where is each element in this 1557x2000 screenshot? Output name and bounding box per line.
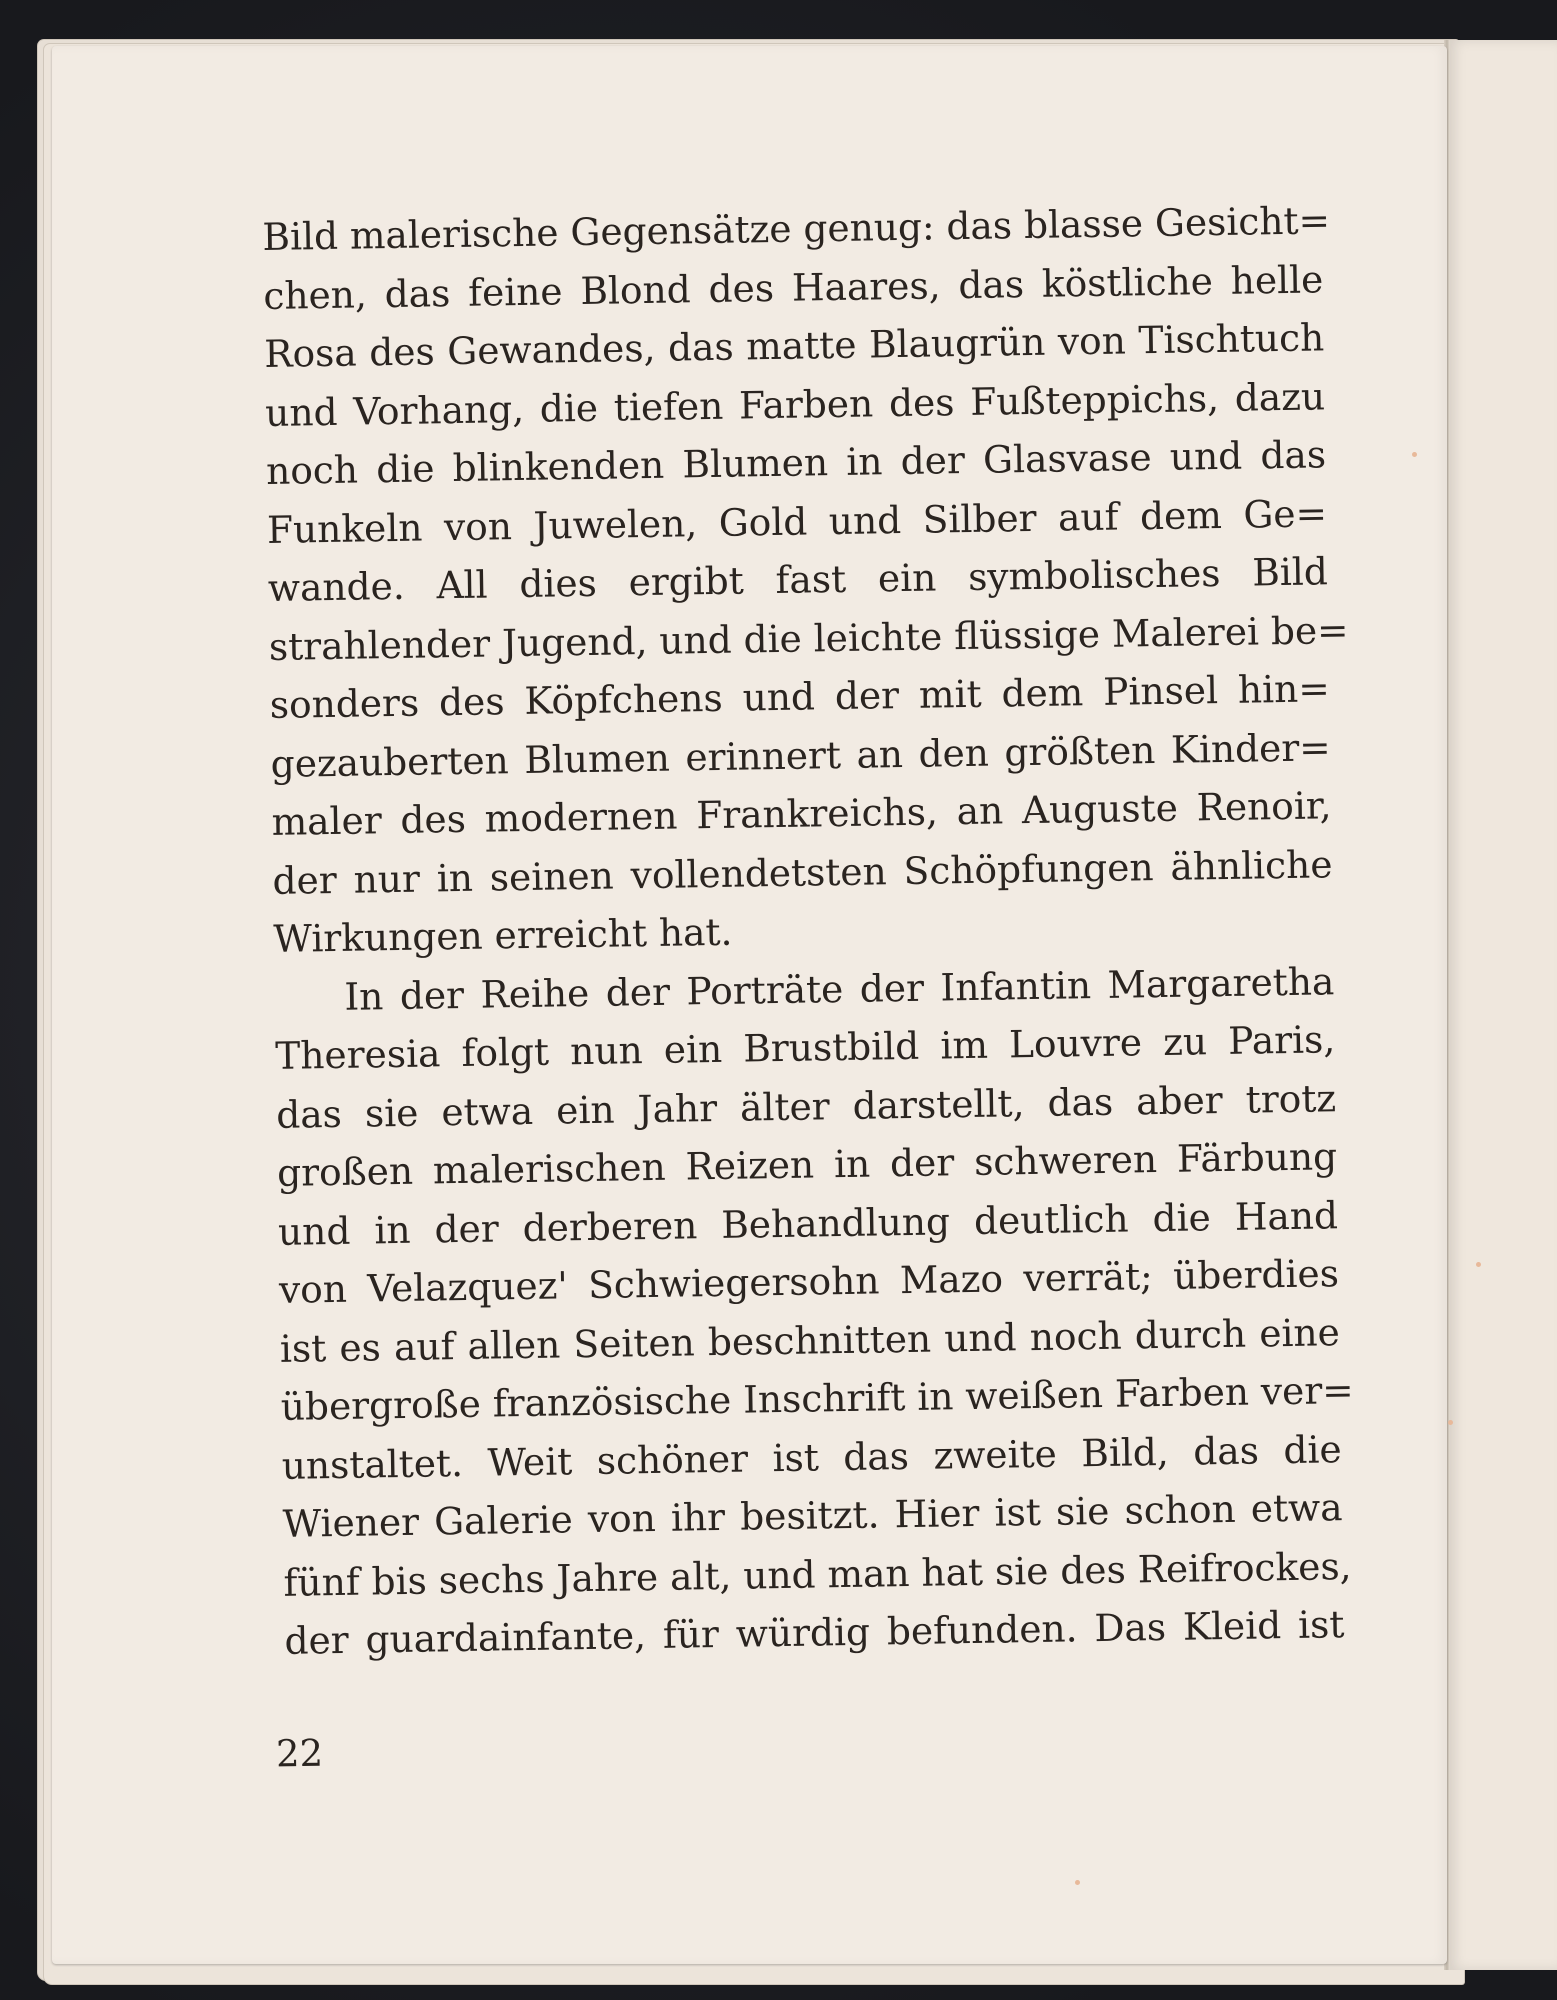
text-line: und in der derberen Behandlung deutlich die Hand: [277, 1192, 1339, 1254]
text-line: Wirkungen erreicht hat.: [273, 909, 733, 961]
text-line: Theresia folgt nun ein Brustbild im Louvre zu Paris,: [274, 1017, 1336, 1078]
text-line: Bild malerische Gegensätze genug: das blasse Gesicht=: [262, 198, 1331, 259]
paper-speck: [1476, 1262, 1481, 1267]
text-line: gezauberten Blumen erinnert an den größten Kinder=: [270, 724, 1331, 786]
text-line: Funkeln von Juwelen, Gold und Silber auf dem Ge=: [266, 490, 1328, 552]
text-line: noch die blinkenden Blumen in der Glasvase und das: [265, 432, 1327, 493]
page-number: 22: [275, 1731, 324, 1776]
text-line: von Velazquez' Schwiegersohn Mazo verrät; überdies: [278, 1251, 1340, 1312]
text-line: übergroße französische Inschrift in weißen Farben ver=: [280, 1368, 1354, 1429]
text-line: ist es auf allen Seiten beschnitten und noch durch eine: [279, 1309, 1341, 1371]
text-line: maler des modernen Frankreichs, an Auguste Renoir,: [271, 783, 1332, 844]
paper-speck: [1412, 452, 1417, 457]
text-line: fünf bis sechs Jahre alt, und man hat sie des Reifrockes,: [283, 1543, 1352, 1605]
body-text: [262, 191, 1354, 1670]
paper-speck: [1075, 1880, 1080, 1885]
text-line: der nur in seinen vollendetsten Schöpfungen ähnliche: [272, 841, 1333, 903]
text-line: strahlender Jugend, und die leichte flüssige Malerei be=: [268, 607, 1349, 669]
text-line: In der Reihe der Porträte der Infantin Margaretha: [344, 958, 1335, 1019]
text-line: Rosa des Gewandes, das matte Blaugrün von Tischtuch: [263, 315, 1325, 376]
text-line: und Vorhang, die tiefen Farben des Fußteppichs, dazu: [264, 373, 1326, 435]
facing-page-edge: [1447, 40, 1557, 1970]
paper-speck: [1448, 1420, 1453, 1425]
text-line: wande. All dies ergibt fast ein symbolisches Bild: [267, 549, 1329, 610]
text-line: chen, das feine Blond des Haares, das köstliche helle: [263, 256, 1324, 318]
text-line: der guardainfante, für würdig befunden. Das Kleid ist: [284, 1602, 1345, 1663]
text-line: großen malerischen Reizen in der schweren Färbung: [276, 1134, 1338, 1195]
text-line: sonders des Köpfchens und der mit dem Pinsel hin=: [269, 666, 1331, 727]
text-line: unstaltet. Weit schöner ist das zweite Bild, das die: [281, 1426, 1342, 1488]
text-line: Wiener Galerie von ihr besitzt. Hier ist sie schon etwa: [282, 1485, 1343, 1546]
text-line: das sie etwa ein Jahr älter darstellt, das aber trotz: [275, 1075, 1337, 1137]
